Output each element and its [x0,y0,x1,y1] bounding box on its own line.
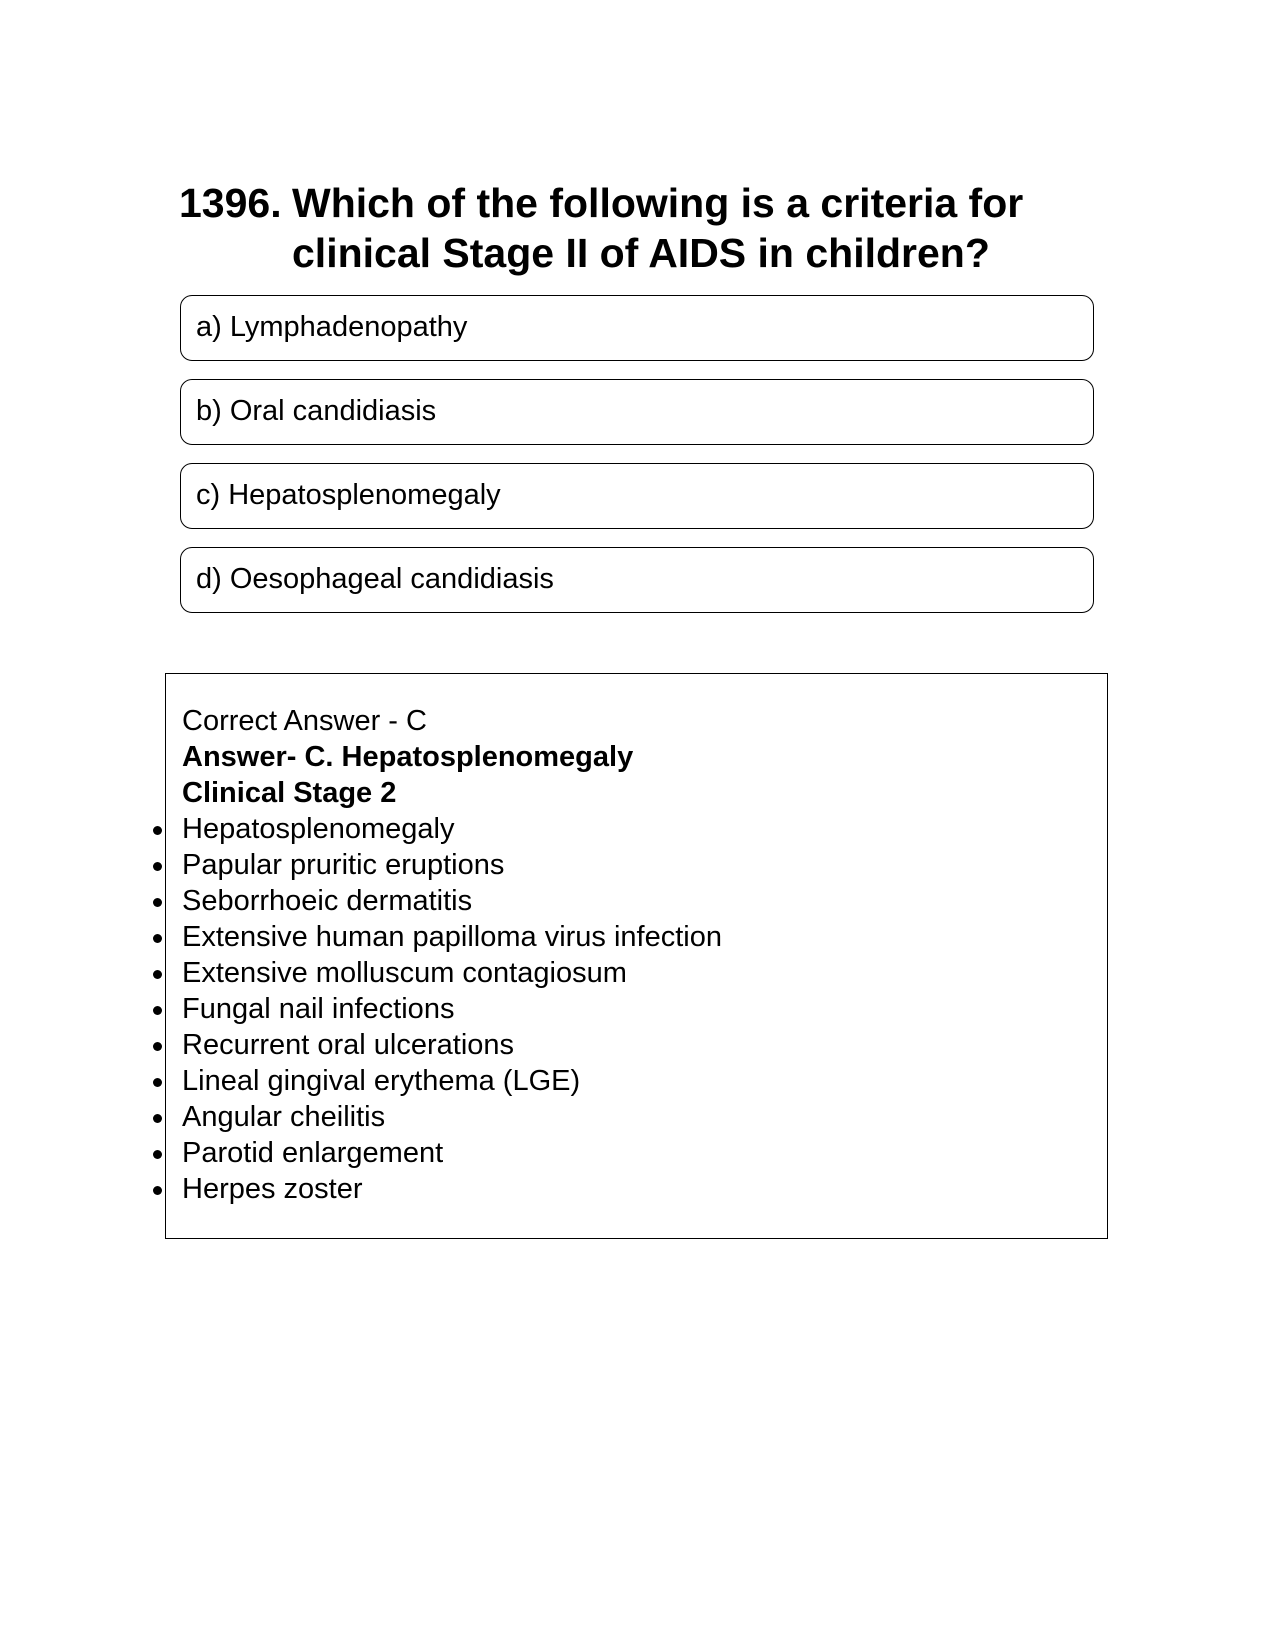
criteria-text: Fungal nail infections [182,993,455,1025]
list-item [182,1027,722,1063]
option-a[interactable]: a) Lymphadenopathy [180,295,1094,361]
bullet-icon [153,1042,162,1051]
correct-answer-line: Correct Answer - C [182,705,427,737]
bullet-icon [153,1186,162,1195]
list-item [182,1099,722,1135]
list-item [182,883,722,919]
list-item [182,1135,722,1171]
question-number: 1396. [179,180,282,226]
question-heading [179,178,1079,278]
criteria-text: Recurrent oral ulcerations [182,1029,515,1061]
bullet-icon [153,862,162,871]
criteria-list [182,811,722,1207]
criteria-text: Lineal gingival erythema (LGE) [182,1065,581,1097]
criteria-text: Papular pruritic eruptions [182,849,505,881]
criteria-text: Extensive human papilloma virus infection [182,921,722,953]
list-item [182,1171,722,1207]
question-text: Which of the following is a criteria for clinical Stage II of AIDS in children? [292,180,1024,276]
criteria-text: Angular cheilitis [182,1101,386,1133]
bullet-icon [153,1150,162,1159]
bullet-icon [153,934,162,943]
bullet-icon [153,1006,162,1015]
bullet-icon [153,970,162,979]
list-item [182,955,722,991]
criteria-text: Seborrhoeic dermatitis [182,885,473,917]
option-b[interactable]: b) Oral candidiasis [180,379,1094,445]
bullet-icon [153,1114,162,1123]
answer-line: Answer- C. Hepatosplenomegaly [182,741,634,773]
criteria-text: Parotid enlargement [182,1137,444,1169]
option-d[interactable]: d) Oesophageal candidiasis [180,547,1094,613]
answer-explanation [182,703,722,1207]
list-item [182,991,722,1027]
list-item [182,1063,722,1099]
list-item [182,811,722,847]
criteria-text: Extensive molluscum contagiosum [182,957,627,989]
criteria-text: Hepatosplenomegaly [182,813,455,845]
stage-heading: Clinical Stage 2 [182,777,397,809]
list-item [182,847,722,883]
bullet-icon [153,898,162,907]
bullet-icon [153,1078,162,1087]
list-item [182,919,722,955]
criteria-text: Herpes zoster [182,1173,363,1205]
option-c[interactable]: c) Hepatosplenomegaly [180,463,1094,529]
bullet-icon [153,826,162,835]
